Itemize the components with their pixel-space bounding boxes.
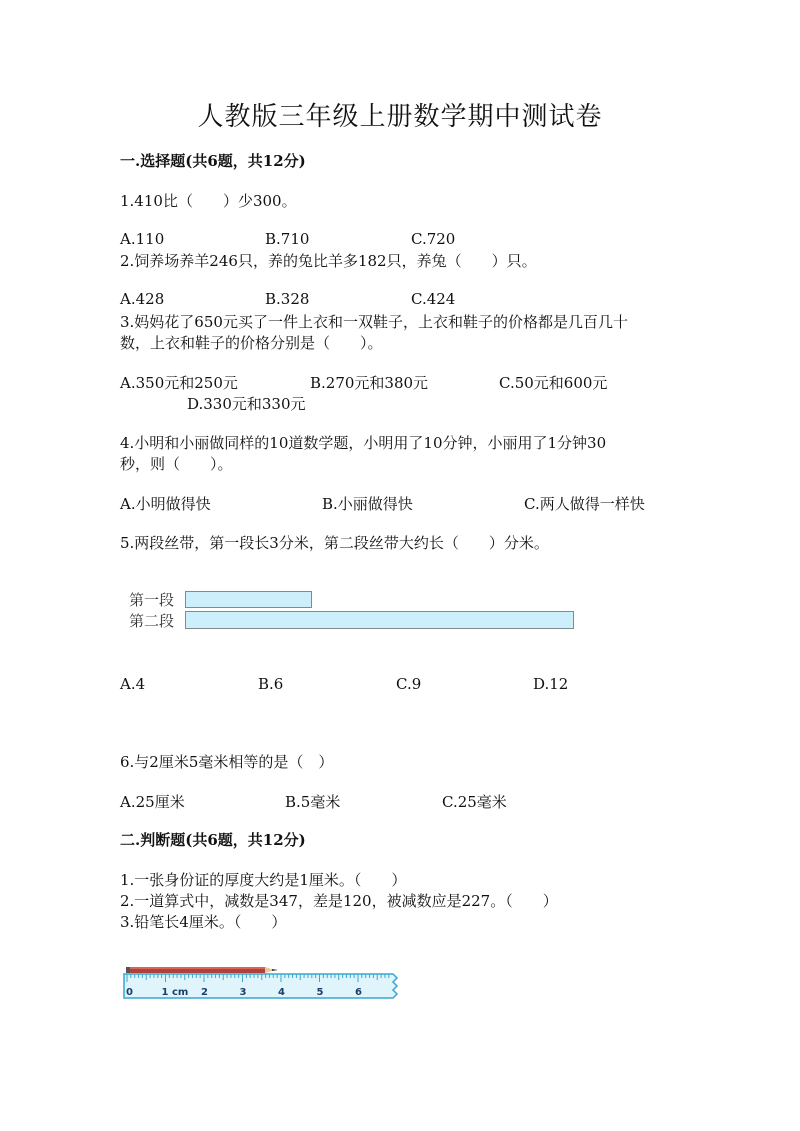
choice-q2-option-b: B.328 [265, 290, 310, 308]
ruler-label: 0 [126, 987, 133, 998]
choice-q6-stem: 6.与2厘米5毫米相等的是（ ） [120, 753, 334, 771]
choice-q3-option-d: D.330元和330元 [187, 395, 306, 413]
pencil-icon [126, 967, 278, 973]
choice-q4-option-c: C.两人做得一样快 [524, 495, 645, 513]
ruler-label: 6 [355, 987, 362, 998]
choice-q4-option-a: A.小明做得快 [120, 495, 211, 513]
section-heading-judge: 二.判断题(共6题，共12分) [120, 831, 306, 849]
pencil-ruler-figure [123, 964, 401, 1002]
ruler-label: 1 cm [161, 987, 189, 998]
ribbon-label-second: 第二段 [129, 612, 175, 630]
pencil-ruler-svg [123, 964, 401, 1002]
section-heading-choice: 一.选择题(共6题，共12分) [120, 152, 306, 170]
judge-q1: 1.一张身份证的厚度大约是1厘米。（ ） [120, 871, 407, 889]
choice-q4-stem-line2: 秒，则（ ）。 [120, 455, 233, 473]
choice-q5-option-c: C.9 [396, 675, 422, 693]
ruler-label: 3 [239, 987, 247, 998]
judge-q2: 2.一道算式中，减数是347，差是120，被减数应是227。（ ） [120, 892, 558, 910]
choice-q2-stem: 2.饲养场养羊246只，养的兔比羊多182只，养兔（ ）只。 [120, 252, 537, 270]
choice-q5-stem: 5.两段丝带，第一段长3分米，第二段丝带大约长（ ）分米。 [120, 534, 549, 552]
ribbon-bar-second [185, 611, 574, 629]
choice-q3-option-c: C.50元和600元 [499, 374, 608, 392]
choice-q6-option-c: C.25毫米 [442, 793, 507, 811]
choice-q3-option-b: B.270元和380元 [310, 374, 429, 392]
choice-q2-option-c: C.424 [411, 290, 456, 308]
choice-q6-option-b: B.5毫米 [285, 793, 341, 811]
ribbon-bar-first [185, 591, 312, 608]
page-title: 人教版三年级上册数学期中测试卷 [197, 102, 603, 132]
ruler-label: 4 [278, 987, 285, 998]
ruler-label: 2 [201, 987, 208, 998]
choice-q4-option-b: B.小丽做得快 [322, 495, 413, 513]
ruler-label: 5 [316, 987, 324, 998]
choice-q1-stem: 1.410比（ ）少300。 [120, 192, 297, 210]
ribbon-label-first: 第一段 [129, 591, 175, 609]
choice-q5-option-b: B.6 [258, 675, 284, 693]
choice-q4-stem-line1: 4.小明和小丽做同样的10道数学题，小明用了10分钟，小丽用了1分钟30 [120, 434, 607, 452]
choice-q1-option-a: A.110 [120, 230, 165, 248]
choice-q2-option-a: A.428 [120, 290, 165, 308]
choice-q3-stem-line2: 数，上衣和鞋子的价格分别是（ ）。 [120, 334, 383, 352]
choice-q5-option-d: D.12 [533, 675, 569, 693]
choice-q1-option-b: B.710 [265, 230, 310, 248]
choice-q6-option-a: A.25厘米 [120, 793, 185, 811]
choice-q1-option-c: C.720 [411, 230, 456, 248]
choice-q3-stem-line1: 3.妈妈花了650元买了一件上衣和一双鞋子，上衣和鞋子的价格都是几百几十 [120, 313, 628, 331]
judge-q3: 3.铅笔长4厘米。（ ） [120, 913, 287, 931]
choice-q5-option-a: A.4 [120, 675, 146, 693]
choice-q3-option-a: A.350元和250元 [120, 374, 238, 392]
